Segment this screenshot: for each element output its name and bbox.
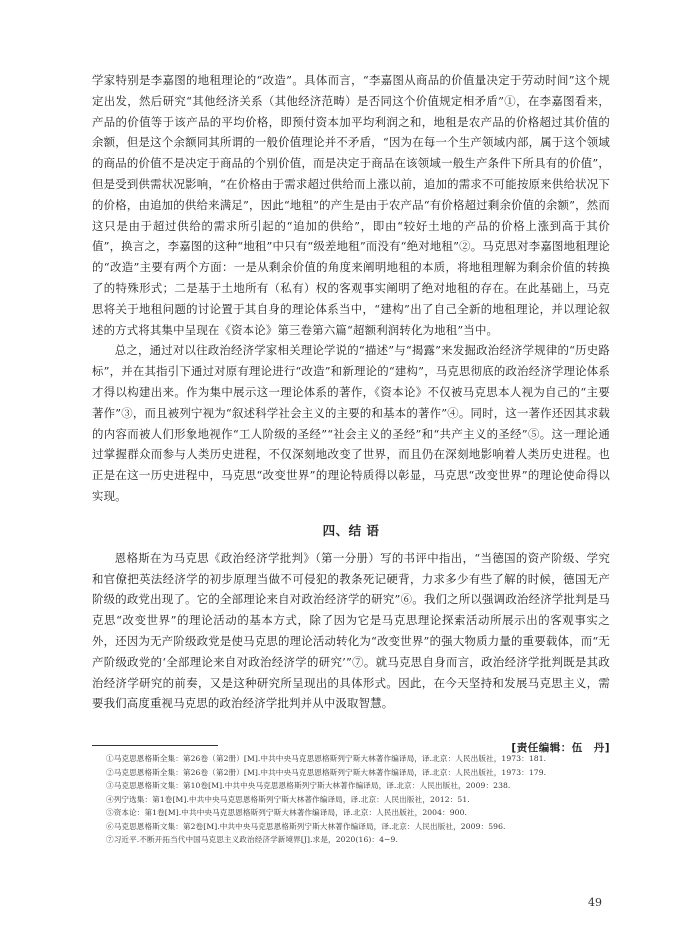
footnote-1: ①马克思恩格斯全集：第26卷（第2册）[M].中共中央马克思恩格斯列宁斯大林著作编译局，译.北京：人民出版社，1973：181. [106,754,547,763]
footnotes [106,752,606,847]
footnote-2: ②马克思恩格斯全集：第26卷（第2册）[M].中共中央马克思恩格斯列宁斯大林著作编译局，译.北京：人民出版社，1973：179. [106,767,547,777]
footnote-divider [92,745,218,746]
article-body [92,70,610,755]
section-heading-conclusion: 四、结 语 [322,522,380,538]
footnote-4: ④列宁选集：第1卷[M].中共中央马克思恩格斯列宁斯大林著作编译局，译.北京：人民出版社，2012：51. [106,794,470,804]
footnote-7: ⑦习近平.不断开拓当代中国马克思主义政治经济学新境界[J].求是，2020(16)：4−9. [106,835,398,844]
body-paragraph-1: 学家特别是李嘉图的地租理论的“改造”。具体而言，“李嘉图从商品的价值量决定于劳动时间”这个规定出发，然后研究“其他经济关系（其他经济范畴）是否同这个价值规定相矛盾”①，在李嘉图看来，产品的价值等于该产品的平均价格，即预付资本加平均利润之和，地租是农产品的价格超过其价值的余额，但是这个余额同其所谓的一般价值理论并不矛盾，“因为在每一个生产领域内部，属于这个领域的商品的价值不是决定于商品的个别价值，而是决定于商品在该领域一般生产条件下所具有的价值”，但是受到供需状况影响，“在价格由于需求超过供给而上涨以前，追加的需求不可能按原来供给状况下的价格，由追加的供给来满足”，因此“地租”的产生是由于农产品“有价格超过剩余价值的余额”，然而这只是由于超过供给的需求所引起的“追加的供给”，即由“较好土地的产品的价格上涨到高于其价值”，换言之，李嘉图的这种“地租”中只有“级差地租”而没有“绝对地租”②。马克思对李嘉图地租理论的“改造”主要有两个方面：一是从剩余价值的角度来阐明地租的本质，将地租理解为剩余价值的转换了的特殊形式；二是基于土地所有（私有）权的客观事实阐明了绝对地租的存在。在此基础上，马克思将关于地租问题的讨论置于其自身的理论体系当中，“建构”出了自己全新的地租理论，并以理论叙述的方式将其集中呈现在《资本论》第三卷第六篇“超额利润转化为地租”当中。 [92,73,610,337]
page-number: 49 [588,896,602,909]
footnote-6: ⑥马克思恩格斯文集：第2卷[M].中共中央马克思恩格斯列宁斯大林著作编译局，译.北京：人民出版社，2009：596. [106,821,506,831]
body-paragraph-2: 总之，通过对以往政治经济学家相关理论学说的“描述”与“揭露”来发掘政治经济学规律的“历史路标”，并在其指引下通过对原有理论进行“改造”和新理论的“建构”，马克思彻底的政治经济学理论体系才得以构建出来。作为集中展示这一理论体系的著作，《资本论》不仅被马克思本人视为自己的“主要著作”③，而且被列宁视为“叙述科学社会主义的主要的和基本的著作”④。同时，这一著作还因其求载的内容而被人们形象地视作“工人阶级的圣经”“社会主义的圣经”和“共产主义的圣经”⑤。这一理论通过掌握群众而参与人类历史进程，不仅深刻地改变了世界，而且仍在深刻地影响着人类历史进程。也正是在这一历史进程中，马克思“改变世界”的理论特质得以彰显，马克思“改变世界”的理论使命得以实现。 [92,343,610,503]
footnote-3: ③马克思恩格斯文集：第10卷[M].中共中央马克思恩格斯列宁斯大林著作编译局，译.北京：人民出版社，2009：238. [106,781,511,790]
body-paragraph-3: 恩格斯在为马克思《政治经济学批判》（第一分册）写的书评中指出，“当德国的资产阶级、学究和官僚把英法经济学的初步原理当做不可侵犯的教条死记硬背，力求多少有些了解的时候，德国无产阶级的政党出现了。它的全部理论来自对政治经济学的研究”⑥。我们之所以强调政治经济学批判是马克思“改变世界”的理论活动的基本方式，除了因为它是马克思理论探索活动所展示出的客观事实之外，还因为无产阶级政党是使马克思的理论活动转化为“改变世界”的强大物质力量的重要载体，而“无产阶级政党的‘全部理论来自对政治经济学的研究’”⑦。就马克思自身而言，政治经济学批判既是其政治经济学研究的前奏，又是这种研究所呈现出的具体形式。因此，在今天坚持和发展马克思主义，需要我们高度重视马克思的政治经济学批判并从中汲取智慧。 [92,550,610,711]
responsible-editor: [责任编辑：伍 丹] [511,742,610,755]
footnote-5: ⑤资本论：第1卷[M].中共中央马克思恩格斯列宁斯大林著作编译局，译.北京：人民出版社，2004：900. [106,808,468,817]
